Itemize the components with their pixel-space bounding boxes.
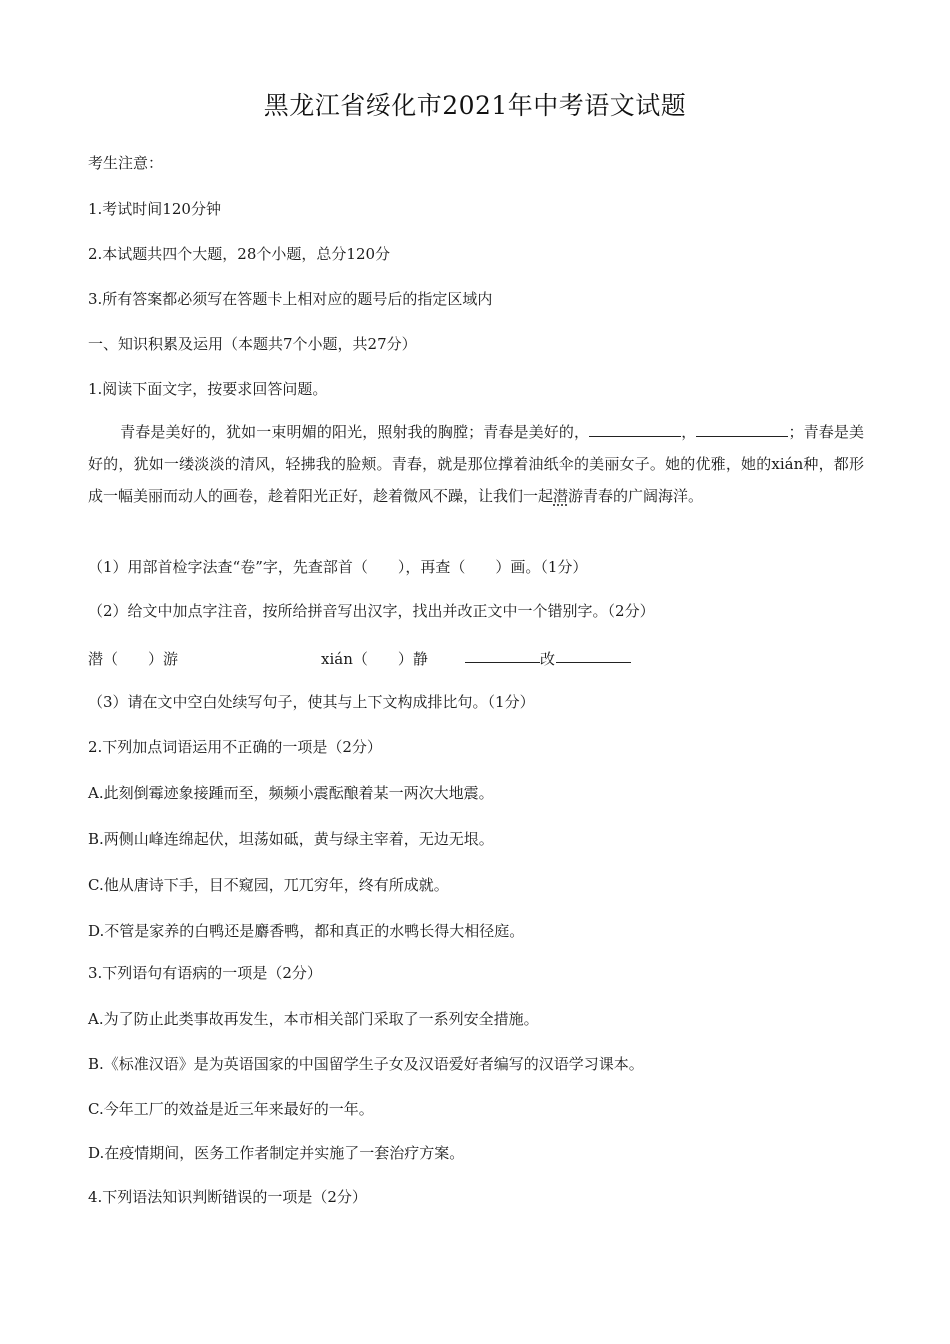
answer-blank-2[interactable] xyxy=(696,422,788,437)
fill-xian: xián（ ）静 xyxy=(321,650,428,668)
question-1-sub-3: （3）请在文中空白处续写句子，使其与上下文构成排比句。（1分） xyxy=(88,693,535,711)
fill-gai: 改 xyxy=(540,650,556,668)
notice-item-3: 3.所有答案都必须写在答题卡上相对应的题号后的指定区域内 xyxy=(88,290,493,308)
question-3-option-b: B.《标准汉语》是为英语国家的中国留学生子女及汉语爱好者编写的汉语学习课本。 xyxy=(88,1055,644,1073)
question-2-option-d: D.不管是家养的白鸭还是麝香鸭，都和真正的水鸭长得大相径庭。 xyxy=(88,922,525,940)
passage-sep-2: ； xyxy=(788,423,804,441)
question-1-sub-2: （2）给文中加点字注音，按所给拼音写出汉字，找出并改正文中一个错别字。（2分） xyxy=(88,602,655,620)
passage-part-2: 青春是美好的，犹如一缕淡淡的清风，轻拂我的脸颊。青春，就是那位撑着油纸伞的美丽女子。她的优雅，她的xián种，都形成一幅美丽而动人的画卷，趁着阳光正好，趁着微风不躁，让我们一起 xyxy=(88,423,864,505)
question-4-stem: 4.下列语法知识判断错误的一项是（2分） xyxy=(88,1188,367,1206)
question-1-stem: 1.阅读下面文字，按要求回答问题。 xyxy=(88,380,328,398)
question-2-option-a: A.此刻倒霉迹象接踵而至，频频小震酝酿着某一两次大地震。 xyxy=(88,784,494,802)
question-1-passage xyxy=(88,416,864,512)
question-3-option-c: C.今年工厂的效益是近三年来最好的一年。 xyxy=(88,1100,374,1118)
section-1-heading: 一、知识积累及运用（本题共7个小题，共27分） xyxy=(88,335,417,353)
question-3-option-d: D.在疫情期间，医务工作者制定并实施了一套治疗方案。 xyxy=(88,1144,465,1162)
passage-part-1: 青春是美好的，犹如一束明媚的阳光，照射我的胸膛；青春是美好的， xyxy=(120,423,590,441)
answer-blank-1[interactable] xyxy=(589,422,681,437)
question-1-sub-1: （1）用部首检字法查“卷”字，先查部首（ ），再查（ ）画。（1分） xyxy=(88,558,588,576)
answer-blank-correct-char[interactable] xyxy=(556,648,631,663)
passage-part-3: 游青春的广阔海洋。 xyxy=(568,487,704,505)
notice-item-1: 1.考试时间120分钟 xyxy=(88,200,221,218)
question-2-stem: 2.下列加点词语运用不正确的一项是（2分） xyxy=(88,738,382,756)
question-2-option-b: B.两侧山峰连绵起伏，坦荡如砥，黄与绿主宰着，无边无垠。 xyxy=(88,830,494,848)
question-1-fill-row xyxy=(88,648,688,668)
passage-sep-1: ， xyxy=(681,423,697,441)
dotted-word-qian: 潜 xyxy=(553,487,569,505)
question-3-stem: 3.下列语句有语病的一项是（2分） xyxy=(88,964,322,982)
notice-item-2: 2.本试题共四个大题，28个小题，总分120分 xyxy=(88,245,391,263)
question-3-option-a: A.为了防止此类事故再发生，本市相关部门采取了一系列安全措施。 xyxy=(88,1010,539,1028)
question-2-option-c: C.他从唐诗下手，目不窥园，兀兀穷年，终有所成就。 xyxy=(88,876,449,894)
answer-blank-wrong-char[interactable] xyxy=(465,648,540,663)
fill-qian: 潜（ ）游 xyxy=(88,650,179,668)
notice-heading: 考生注意： xyxy=(88,154,164,172)
exam-title: 黑龙江省绥化市2021年中考语文试题 xyxy=(263,91,687,120)
